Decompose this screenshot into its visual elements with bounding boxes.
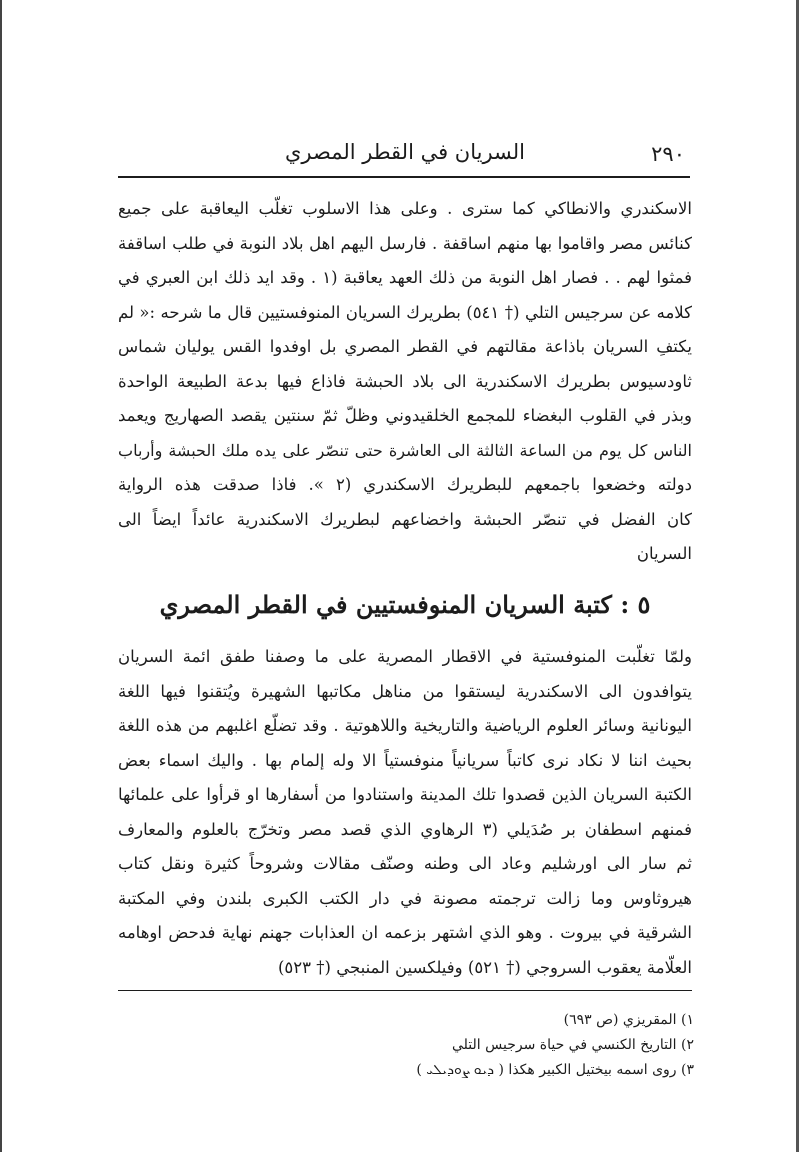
text-line: يكتفِ السريان باذاعة مقالتهم في القطر المصري بل اوفدوا القس يوليان شماس [118,337,692,356]
page-header [125,138,685,172]
footnote-3: ٣) روى اسمه بيختيل الكبير هكذا ( ܕܝܘ ܨܘܕܝܠܝ ) [416,1062,694,1078]
text-line: ولمّا تغلّبت المنوفستية في الاقطار المصرية على ما وصفنا طفق ائمة السريان [118,647,692,666]
text-line: يتوافدون الى الاسكندرية ليستقوا من مناهل مكاتبها الشهيرة ويُتقنوا فيها اللغة [118,681,692,701]
text-line: وبذر في القلوب البغضاء للمجمع الخلقيدوني وظلّ ثمّ سنتين يقصد الصهاريج ويعمد [118,406,692,425]
text-line: فمثوا لهم . . فصار اهل النوبة من ذلك العهد يعاقبة (١ . وقد ايد ذلك ابن العبري في [118,268,692,287]
paragraph-1 [118,192,692,572]
page-number: ٢٩٠ [651,142,685,166]
text-line: كان الفضل في تنصّر الحبشة واخضاعهم لبطريرك الاسكندرية عائداً ايضاً الى [118,509,692,529]
text-line: السريان [636,544,692,563]
running-title: السريان في القطر المصري [284,140,526,164]
footnotes [260,1008,694,1083]
text-line: الكتبة السريان الذين قصدوا تلك المدينة واستنادوا من أسفارها او قرأوا على علمائها [118,785,692,804]
page-border-left [0,0,2,1152]
text-line: العلّامة يعقوب السروجي († ٥٢١) وفيلكسين المنبجي († ٥٢٣) [277,957,692,977]
text-line: الشرقية في بيروت . وهو الذي اشتهر بزعمه ان العذابات جهنم نهاية فدحض اوهامه [118,923,692,942]
text-line: ثم سار الى اورشليم وعاد الى وطنه وصنّف مقالات وشروحاً كثيرة ونقل كتاب [118,854,692,873]
footnote-2: ٢) التاريخ الكنسي في حياة سرجيس التلي [451,1037,694,1053]
header-rule [118,176,690,178]
text-line: الناس كل يوم من الساعة الثالثة الى العاشرة حتى تنصّر على يده ملك الحبشة وأرباب [118,440,692,460]
footnote-1: ١) المقريزي (ص ٦٩٣) [563,1012,694,1028]
paragraph-2 [118,640,692,985]
footnote-rule [118,990,692,991]
text-line: بحيث اننا لا نكاد نرى كاتباً سريانياً منوفستياً الا وله إلمام بها . واليك اسماء بعض [118,750,692,770]
text-line: الاسكندري والانطاكي كما سترى . وعلى هذا الاسلوب تغلّب اليعاقبة على جميع [118,199,692,218]
text-line: ثاودسيوس بطريرك الاسكندرية الى بلاد الحبشة فاذاع فيها بدعة الطبيعة الواحدة [118,371,692,391]
text-line: كلامه عن سرجيس التلي († ٥٤١) بطريرك السريان المنوفستيين قال ما شرحه :« لم [118,302,692,322]
text-line: اليونانية وسائر العلوم الرياضية والتاريخية واللاهوتية . وقد تضلّع اغلبهم من هذه اللغة [118,716,692,735]
text-line: دولته وخضعوا باجمعهم للبطريرك الاسكندري (٢ ». فاذا صدقت هذه الرواية [118,475,692,494]
text-line: فمنهم اسطفان بر صُدَيلي (٣ الرهاوي الذي قصد مصر وتخرّج بالعلوم والمعارف [118,819,692,839]
text-line: هيروثاوس وما زالت ترجمته مصونة في دار الكتب الكبرى بلندن وفي المكتبة [118,888,692,908]
section-heading: ٥ : كتبة السريان المنوفستيين في القطر المصري [159,590,651,619]
text-line: كنائس مصر واقاموا بها منهم اساقفة . فارسل اليهم اهل بلاد النوبة في طلب اساقفة [118,233,692,253]
